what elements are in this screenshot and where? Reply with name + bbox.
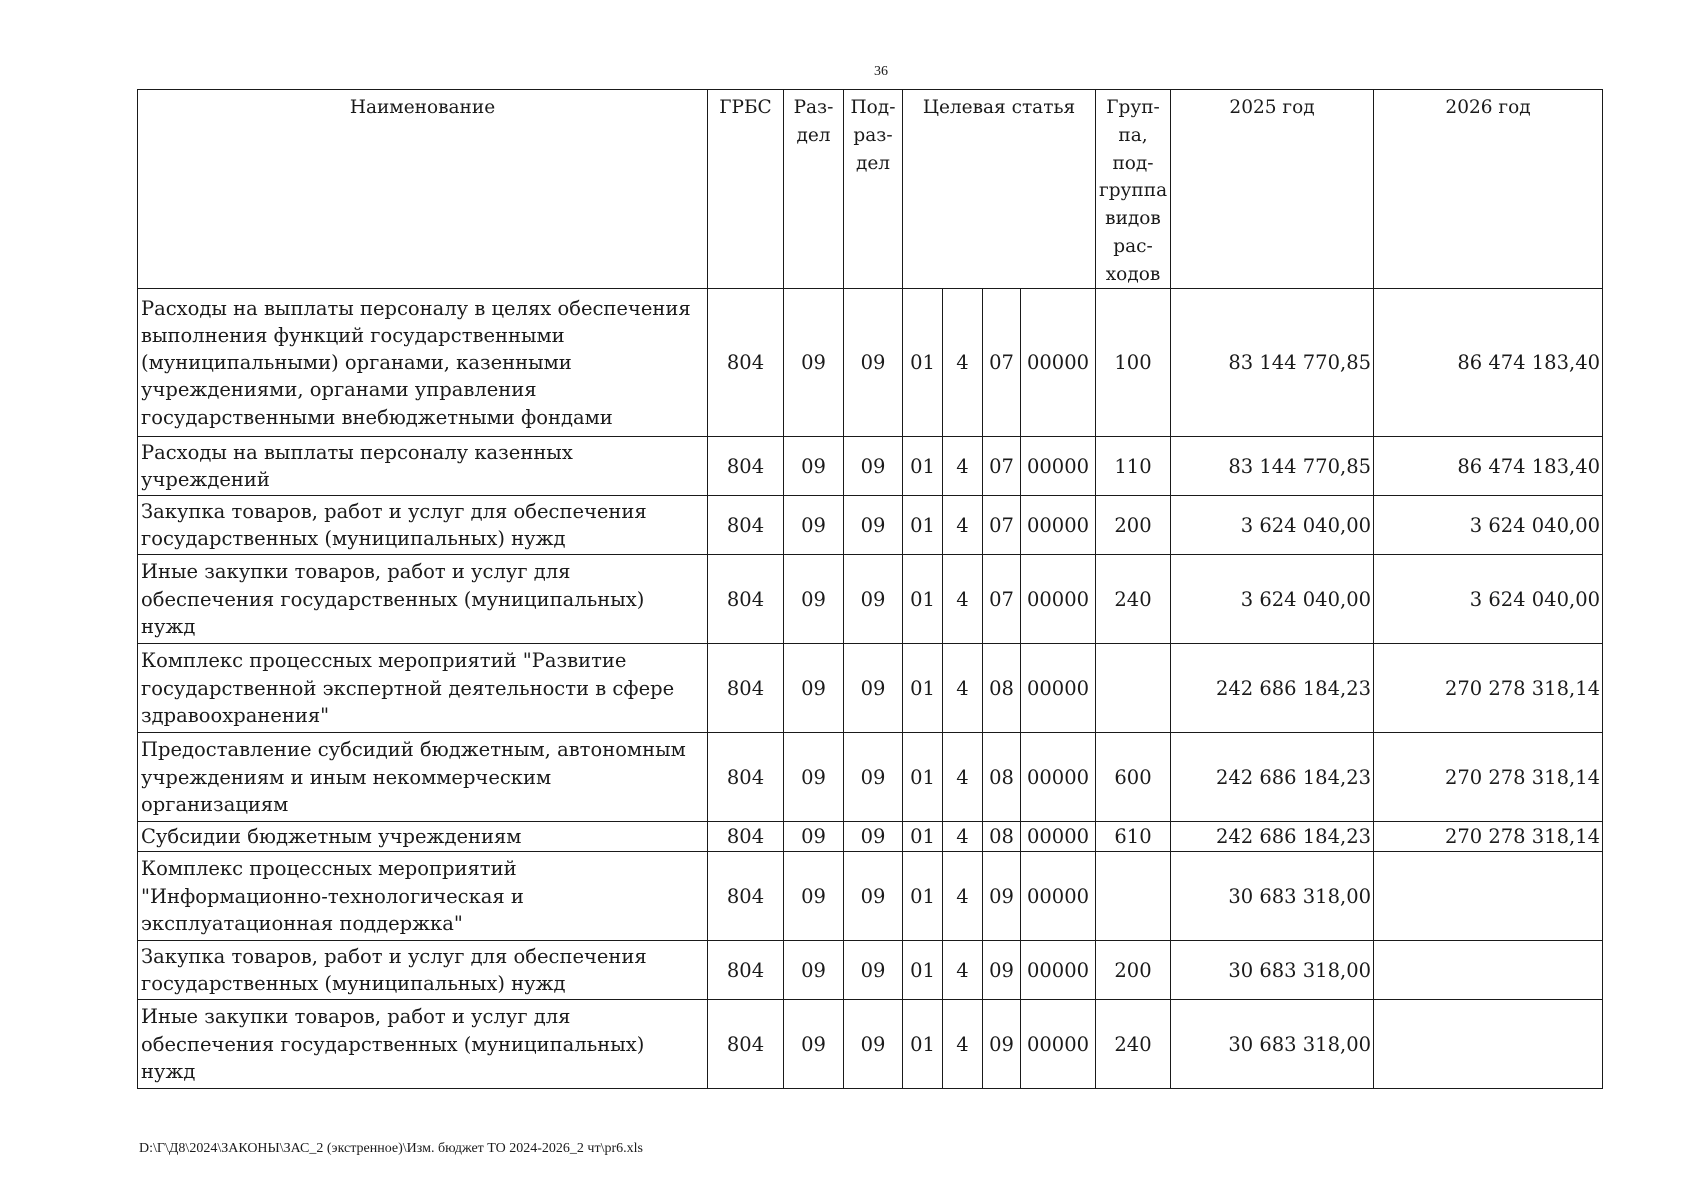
row-grbs: 804 xyxy=(708,941,784,1000)
header-2026: 2026 год xyxy=(1374,90,1603,289)
row-2026 xyxy=(1374,941,1603,1000)
row-cs-program: 01 xyxy=(903,496,943,555)
row-cs-event: 09 xyxy=(983,941,1021,1000)
row-grbs: 804 xyxy=(708,852,784,941)
row-cs-type: 4 xyxy=(943,1000,983,1089)
row-cs-direction: 00000 xyxy=(1021,437,1096,496)
row-name: Предоставление субсидий бюджетным, автономным учреждениям и иным некоммерческим организациям xyxy=(138,733,708,822)
row-cs-type: 4 xyxy=(943,733,983,822)
row-podrazdel: 09 xyxy=(844,941,903,1000)
row-grbs: 804 xyxy=(708,1000,784,1089)
budget-table xyxy=(137,89,1603,1089)
row-2026 xyxy=(1374,852,1603,941)
row-grbs: 804 xyxy=(708,289,784,437)
header-2025: 2025 год xyxy=(1171,90,1374,289)
row-name: Расходы на выплаты персоналу в целях обеспечения выполнения функций государственными (муниципальными) органами, казенными учреждениями, органами управления государственными внебюджетными фондами xyxy=(138,289,708,437)
header-podrazdel: Под- раз- дел xyxy=(844,90,903,289)
table-row xyxy=(138,1000,1603,1089)
row-grbs: 804 xyxy=(708,555,784,644)
row-2026: 270 278 318,14 xyxy=(1374,733,1603,822)
row-cs-type: 4 xyxy=(943,437,983,496)
row-2026: 270 278 318,14 xyxy=(1374,644,1603,733)
page-number: 36 xyxy=(874,64,888,79)
table-row xyxy=(138,496,1603,555)
table-header-row xyxy=(138,90,1603,289)
row-name: Комплекс процессных мероприятий "Развитие государственной экспертной деятельности в сфере здравоохранения" xyxy=(138,644,708,733)
header-grbs: ГРБС xyxy=(708,90,784,289)
header-name: Наименование xyxy=(138,90,708,289)
row-cs-direction: 00000 xyxy=(1021,496,1096,555)
row-2026: 3 624 040,00 xyxy=(1374,496,1603,555)
row-name: Комплекс процессных мероприятий "Информационно-технологическая и эксплуатационная поддержка" xyxy=(138,852,708,941)
row-podrazdel: 09 xyxy=(844,822,903,852)
row-cs-direction: 00000 xyxy=(1021,822,1096,852)
row-podrazdel: 09 xyxy=(844,1000,903,1089)
row-2025: 242 686 184,23 xyxy=(1171,822,1374,852)
row-2026: 86 474 183,40 xyxy=(1374,289,1603,437)
row-name: Закупка товаров, работ и услуг для обеспечения государственных (муниципальных) нужд xyxy=(138,941,708,1000)
row-razdel: 09 xyxy=(784,733,844,822)
row-grbs: 804 xyxy=(708,437,784,496)
row-vr xyxy=(1096,852,1171,941)
row-cs-type: 4 xyxy=(943,941,983,1000)
table-row xyxy=(138,733,1603,822)
row-2025: 242 686 184,23 xyxy=(1171,733,1374,822)
table-row xyxy=(138,289,1603,437)
row-2026 xyxy=(1374,1000,1603,1089)
row-2025: 30 683 318,00 xyxy=(1171,852,1374,941)
row-razdel: 09 xyxy=(784,852,844,941)
row-podrazdel: 09 xyxy=(844,733,903,822)
row-grbs: 804 xyxy=(708,733,784,822)
row-cs-program: 01 xyxy=(903,1000,943,1089)
row-cs-event: 09 xyxy=(983,1000,1021,1089)
table-row xyxy=(138,644,1603,733)
header-gruppa: Груп- па, под- группа видов рас- ходов xyxy=(1096,90,1171,289)
row-cs-type: 4 xyxy=(943,496,983,555)
table-row xyxy=(138,555,1603,644)
row-cs-direction: 00000 xyxy=(1021,1000,1096,1089)
row-podrazdel: 09 xyxy=(844,496,903,555)
row-name: Субсидии бюджетным учреждениям xyxy=(138,822,708,852)
row-cs-event: 08 xyxy=(983,822,1021,852)
row-podrazdel: 09 xyxy=(844,852,903,941)
row-cs-direction: 00000 xyxy=(1021,644,1096,733)
row-grbs: 804 xyxy=(708,496,784,555)
row-cs-type: 4 xyxy=(943,822,983,852)
row-cs-program: 01 xyxy=(903,289,943,437)
row-podrazdel: 09 xyxy=(844,644,903,733)
row-cs-type: 4 xyxy=(943,852,983,941)
table-row xyxy=(138,822,1603,852)
row-cs-event: 08 xyxy=(983,644,1021,733)
row-cs-program: 01 xyxy=(903,644,943,733)
row-name: Иные закупки товаров, работ и услуг для обеспечения государственных (муниципальных) нужд xyxy=(138,1000,708,1089)
row-2026: 86 474 183,40 xyxy=(1374,437,1603,496)
row-razdel: 09 xyxy=(784,644,844,733)
row-cs-program: 01 xyxy=(903,437,943,496)
row-vr: 200 xyxy=(1096,496,1171,555)
row-2025: 83 144 770,85 xyxy=(1171,437,1374,496)
row-razdel: 09 xyxy=(784,437,844,496)
row-cs-type: 4 xyxy=(943,555,983,644)
row-cs-direction: 00000 xyxy=(1021,289,1096,437)
row-cs-type: 4 xyxy=(943,289,983,437)
row-cs-event: 08 xyxy=(983,733,1021,822)
row-vr: 600 xyxy=(1096,733,1171,822)
row-cs-event: 07 xyxy=(983,496,1021,555)
row-cs-direction: 00000 xyxy=(1021,733,1096,822)
row-2025: 242 686 184,23 xyxy=(1171,644,1374,733)
row-podrazdel: 09 xyxy=(844,289,903,437)
row-vr: 240 xyxy=(1096,1000,1171,1089)
row-2025: 30 683 318,00 xyxy=(1171,1000,1374,1089)
row-cs-program: 01 xyxy=(903,852,943,941)
row-cs-direction: 00000 xyxy=(1021,941,1096,1000)
row-grbs: 804 xyxy=(708,644,784,733)
row-name: Закупка товаров, работ и услуг для обеспечения государственных (муниципальных) нужд xyxy=(138,496,708,555)
row-razdel: 09 xyxy=(784,555,844,644)
row-cs-program: 01 xyxy=(903,733,943,822)
table-row xyxy=(138,437,1603,496)
row-vr: 100 xyxy=(1096,289,1171,437)
row-razdel: 09 xyxy=(784,496,844,555)
header-razdel: Раз- дел xyxy=(784,90,844,289)
row-cs-program: 01 xyxy=(903,822,943,852)
row-name: Расходы на выплаты персоналу казенных учреждений xyxy=(138,437,708,496)
row-vr: 610 xyxy=(1096,822,1171,852)
row-grbs: 804 xyxy=(708,822,784,852)
row-2026: 270 278 318,14 xyxy=(1374,822,1603,852)
row-2025: 83 144 770,85 xyxy=(1171,289,1374,437)
table-row xyxy=(138,852,1603,941)
file-path-footer: D:\Г\Д8\2024\ЗАКОНЫ\ЗАС_2 (экстренное)\Изм. бюджет ТО 2024-2026_2 чт\pr6.xls xyxy=(139,1141,643,1156)
row-razdel: 09 xyxy=(784,941,844,1000)
row-vr: 110 xyxy=(1096,437,1171,496)
row-vr xyxy=(1096,644,1171,733)
row-2025: 3 624 040,00 xyxy=(1171,555,1374,644)
row-cs-event: 07 xyxy=(983,289,1021,437)
row-razdel: 09 xyxy=(784,289,844,437)
row-cs-event: 09 xyxy=(983,852,1021,941)
row-2026: 3 624 040,00 xyxy=(1374,555,1603,644)
row-podrazdel: 09 xyxy=(844,555,903,644)
row-2025: 3 624 040,00 xyxy=(1171,496,1374,555)
row-cs-program: 01 xyxy=(903,941,943,1000)
row-cs-type: 4 xyxy=(943,644,983,733)
row-razdel: 09 xyxy=(784,1000,844,1089)
row-cs-direction: 00000 xyxy=(1021,852,1096,941)
row-cs-program: 01 xyxy=(903,555,943,644)
table-row xyxy=(138,941,1603,1000)
row-vr: 200 xyxy=(1096,941,1171,1000)
row-cs-event: 07 xyxy=(983,437,1021,496)
header-celevaya: Целевая статья xyxy=(903,90,1096,289)
row-razdel: 09 xyxy=(784,822,844,852)
row-cs-direction: 00000 xyxy=(1021,555,1096,644)
row-vr: 240 xyxy=(1096,555,1171,644)
row-2025: 30 683 318,00 xyxy=(1171,941,1374,1000)
row-name: Иные закупки товаров, работ и услуг для обеспечения государственных (муниципальных) нужд xyxy=(138,555,708,644)
row-cs-event: 07 xyxy=(983,555,1021,644)
row-podrazdel: 09 xyxy=(844,437,903,496)
